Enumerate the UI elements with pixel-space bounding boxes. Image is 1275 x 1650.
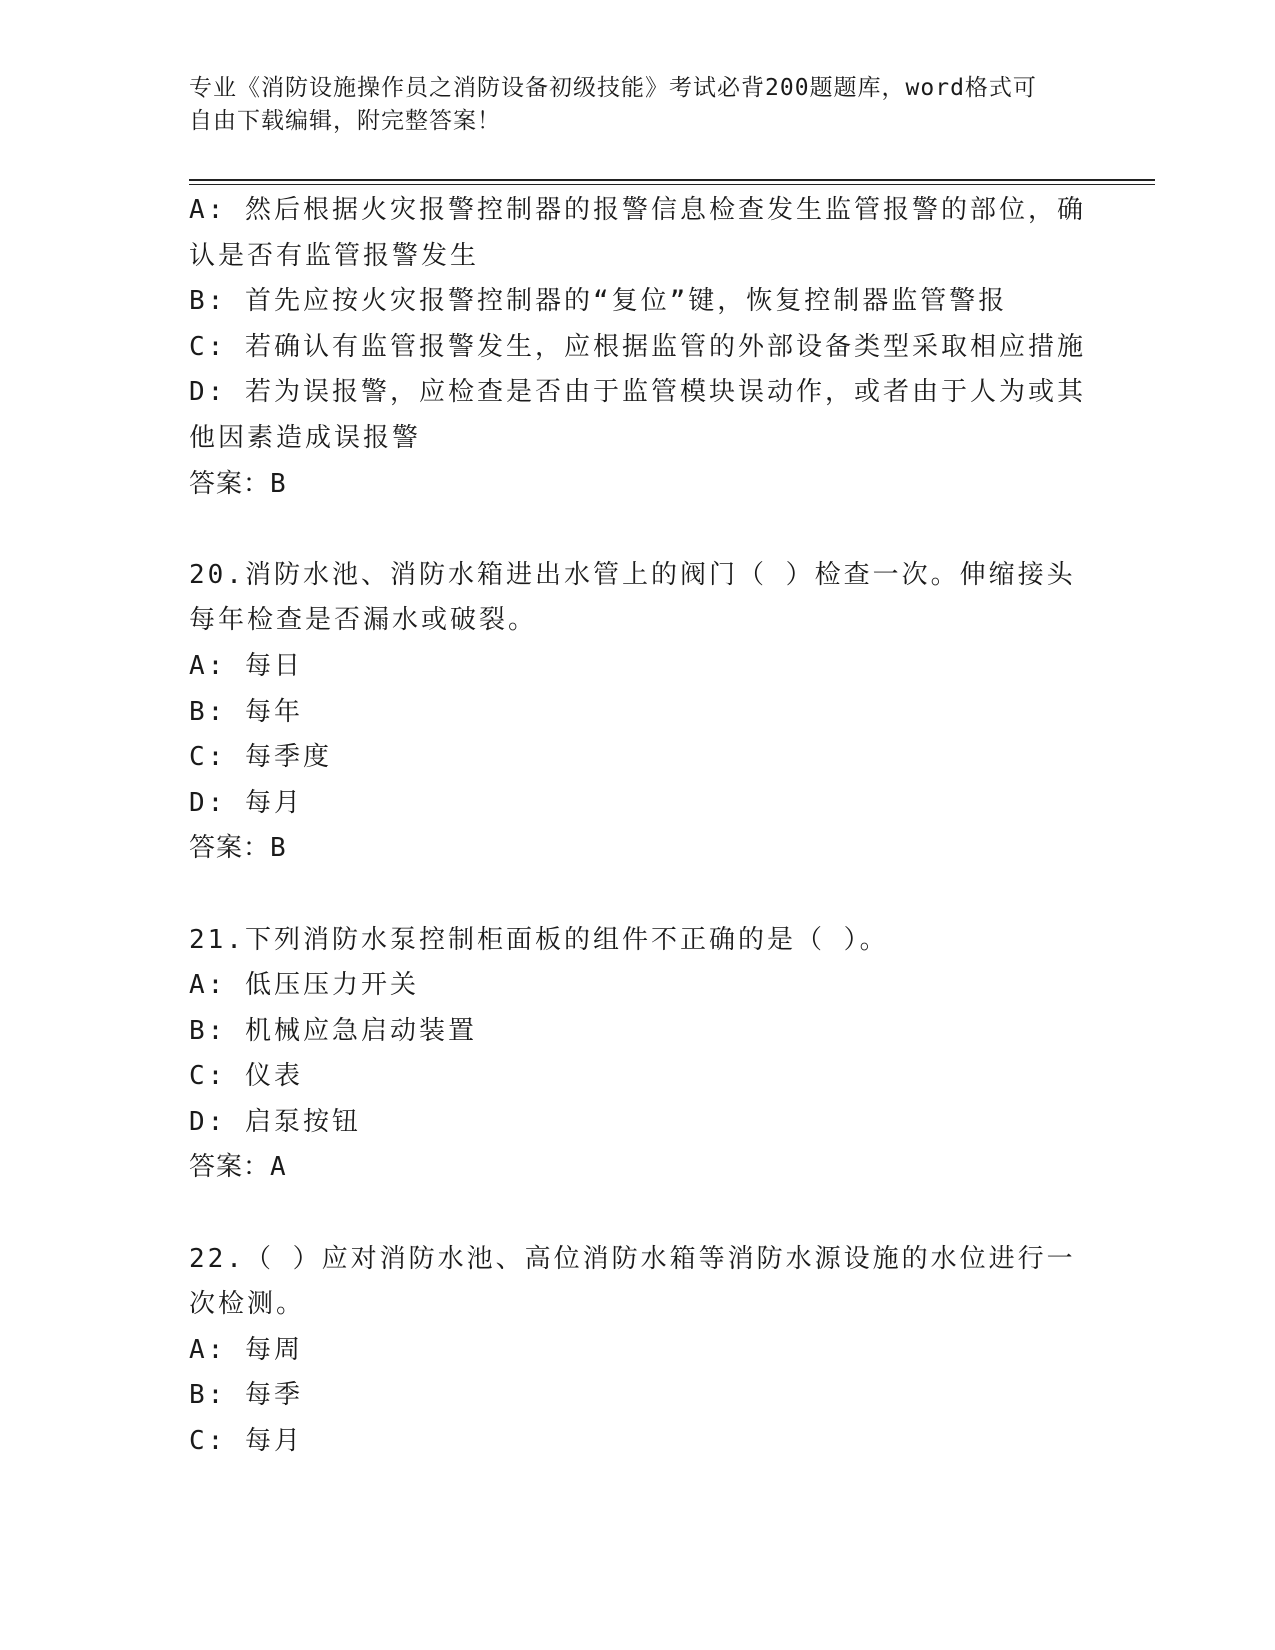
question-20-block bbox=[189, 553, 1089, 872]
question-stem-line-2: 每年检查是否漏水或破裂。 bbox=[189, 605, 538, 636]
option-c: C: 若确认有监管报警发生，应根据监管的外部设备类型采取相应措施 bbox=[189, 331, 1086, 362]
option-d-line-1: D: 若为误报警，应检查是否由于监管模块误动作，或者由于人为或其 bbox=[189, 377, 1086, 408]
option-a: A: 每日 bbox=[189, 650, 303, 681]
question-22-block bbox=[189, 1237, 1089, 1465]
option-a: A: 每周 bbox=[189, 1334, 303, 1365]
document-body bbox=[189, 188, 1089, 1465]
header-divider-thin bbox=[189, 184, 1155, 185]
header-divider-thick bbox=[189, 179, 1155, 181]
option-b: B: 每年 bbox=[189, 696, 303, 727]
question-stem-line-2: 次检测。 bbox=[189, 1289, 306, 1320]
answer: 答案：A bbox=[189, 1152, 287, 1183]
question-stem-line-1: 22.（ ）应对消防水池、高位消防水箱等消防水源设施的水位进行一 bbox=[189, 1243, 1076, 1274]
spacer bbox=[189, 1191, 1089, 1237]
spacer bbox=[189, 507, 1089, 553]
option-a: A: 低压压力开关 bbox=[189, 970, 419, 1001]
option-c: C: 每月 bbox=[189, 1426, 303, 1457]
answer: 答案：B bbox=[189, 833, 287, 864]
question-19-block bbox=[189, 188, 1089, 507]
option-b: B: 机械应急启动装置 bbox=[189, 1015, 477, 1046]
option-d: D: 启泵按钮 bbox=[189, 1106, 361, 1137]
question-21-block bbox=[189, 918, 1089, 1192]
answer: 答案：B bbox=[189, 468, 287, 499]
header-line-1: 专业《消防设施操作员之消防设备初级技能》考试必背200题题库，word格式可 bbox=[189, 75, 1037, 101]
option-c: C: 仪表 bbox=[189, 1061, 303, 1092]
spacer bbox=[189, 872, 1089, 918]
option-c: C: 每季度 bbox=[189, 742, 332, 773]
option-a-line-2: 认是否有监管报警发生 bbox=[189, 240, 480, 271]
header-line-2: 自由下载编辑，附完整答案！ bbox=[189, 108, 501, 134]
question-stem-line-1: 20.消防水池、消防水箱进出水管上的阀门（ ）检查一次。伸缩接头 bbox=[189, 559, 1076, 590]
question-stem-line-1: 21.下列消防水泵控制柜面板的组件不正确的是（ ）。 bbox=[189, 924, 889, 955]
option-d: D: 每月 bbox=[189, 787, 303, 818]
option-b: B: 首先应按火灾报警控制器的“复位”键，恢复控制器监管警报 bbox=[189, 286, 1008, 317]
option-b: B: 每季 bbox=[189, 1380, 303, 1411]
option-d-line-2: 他因素造成误报警 bbox=[189, 422, 422, 453]
option-a-line-1: A: 然后根据火灾报警控制器的报警信息检查发生监管报警的部位，确 bbox=[189, 195, 1086, 225]
document-header bbox=[189, 72, 1069, 138]
